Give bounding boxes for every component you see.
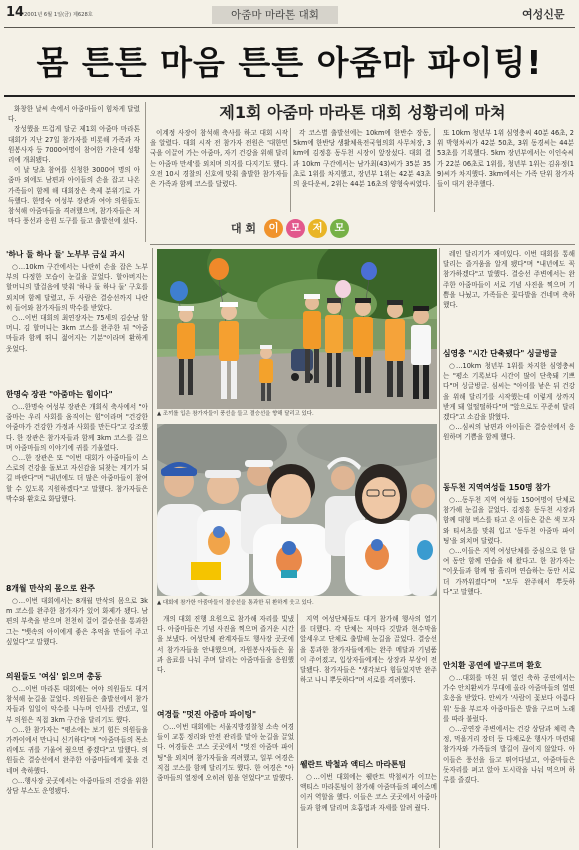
column-rule	[434, 128, 435, 212]
lead-column-text: 이계정 사장이 참석해 축사를 하고 대회 시작을 알렸다. 대회 시작 전 참가자 전원은 '대한민국을 이끌어 가는 아줌마, 자기 건강을 위해 달리는 아줌마 만세'를 외치며 의지를 다지기도 했다. 오전 10시 경찰의 신호에 맞춰 출발한 참가자들은 가족과 함께 코스를 달렸다.	[150, 129, 288, 189]
lead-column-c	[437, 128, 574, 212]
sidebar-heading: 의원들도 '여심' 읽으며 총동	[6, 672, 102, 681]
right-article	[443, 347, 575, 479]
runners-photo-image	[157, 249, 437, 409]
sidebar-paragraph: ○…한 참가자는 "평소에는 보기 힘든 의원들을 가까이에서 만나니 신기하다"며 "아줌마들의 목소리에도 귀를 기울여 줬으면 좋겠다"고 말했다. 의원들은 결승선에서 완주한 아줌마들에게 꽃을 건네며 축하했다.	[6, 725, 148, 775]
bottom-column-text	[157, 614, 294, 706]
sidebar-paragraph: ○…행사장 곳곳에서는 아줌마들의 건강을 위한 상담 부스도 운영됐다.	[6, 776, 148, 796]
sidebar-paragraph: ○…이번 마라톤 대회에는 여야 의원들도 대거 참석해 눈길을 끌었다. 의원들은 출발선에서 참가자들과 일일이 악수를 나누며 인사를 건넸고, 일부 의원은 직접 3km 구간을 달리기도 했다.	[6, 685, 148, 724]
section-title: 아줌마 마라톤 대회	[212, 6, 338, 24]
column-rule	[439, 248, 440, 848]
lead-column-a	[150, 128, 288, 212]
photo-caption: ▲ 대회에 참가한 아줌마들이 결승선을 통과한 뒤 환하게 웃고 있다.	[157, 600, 314, 606]
banner-circle: 모	[330, 219, 349, 238]
bottom-paragraph: 개의 대회 진행 요원으로 참가해 자리를 빛냈다. 아줌마들은 기념 사진을 찍으며 즐거운 시간을 보냈다. 여성단체 관계자들도 행사장 곳곳에서 참가자들을 안내했으며, 자원봉사자들은 물과 음료를 나눠 주며 달리는 아줌마들을 응원했다.	[157, 615, 294, 675]
right-paragraph: ○…동두천 지역 여성들 150여명이 단체로 참가해 눈길을 끌었다. 김정흥 동두천 시장과 함께 대형 버스를 타고 온 이들은 같은 색 모자와 티셔츠를 맞춰 입고 '동두천 아줌마 파이팅'을 외치며 달렸다.	[443, 496, 575, 545]
lead-intro	[8, 104, 140, 250]
participant-figure	[409, 484, 437, 596]
bottom-heading: 여경들 "멋진 아줌마 파이팅"	[157, 710, 257, 719]
issue-info: 2001년 6월 1일(금) 제628호	[24, 12, 93, 18]
sidebar-article	[6, 248, 148, 386]
sidebar-heading: 한명숙 장관 "아줌마는 힘이다"	[6, 390, 113, 399]
right-paragraph: ○…10km 청년부 1위를 차지한 심영충씨는 "평소 기록보다 시간이 많이 단축돼 기쁘다"며 싱글벙글. 심씨는 "아이를 낳은 뒤 건강을 위해 달리기를 시작했는데 이렇게 상까지 받게 돼 얼떨떨하다"며 "앞으로도 꾸준히 달리겠다"고 소감을 밝혔다.	[443, 362, 575, 422]
sidebar-heading: '하나 둘 하나 둘' 노부부 금실 과시	[6, 250, 125, 259]
lead-intro-paragraph: 이 날 당초 참여를 신청한 3000여 명의 아줌마 외에도 남편과 아이들의 손을 잡고 나온 가족들이 함께 해 대회장은 축제 분위기로 가득했다. 한명숙 여성부 장관과 여야 의원들도 참석해 아줌마들을 격려했으며, 참가자들은 저마다 풍선과 응원 도구를 들고 출발선에 섰다.	[8, 166, 140, 226]
right-heading: 심영충 "시간 단축됐다" 싱글벙글	[443, 349, 558, 358]
right-paragraph: 레인 달리기가 재미있다. 이번 대회를 통해 달리는 즐거움을 알게 됐다"며 "내년에도 꼭 참가하겠다"고 말했다. 결승선 주변에서는 완주한 아줌마들이 서로 기념 사진을 찍으며 기쁨을 나눴고, 가족들은 꽃다발을 건네며 축하했다.	[443, 250, 575, 310]
subheadline: 제1회 아줌마 마라톤 대회 성황리에 마쳐	[219, 103, 506, 122]
bottom-paragraph: ○…이번 대회에는 웰란트 박철씨가 이끄는 액티스 마라톤팀이 참가해 아줌마들의 페이스메이커 역할을 했다. 이들은 코스 곳곳에서 아줌마들과 함께 달리며 호흡법과 자세를 알려 줬다.	[300, 773, 437, 812]
column-rule	[152, 248, 153, 848]
sidebar-paragraph: ○…이번 대회에서는 8개월 만삭의 몸으로 3km 코스를 완주한 참가자가 있어 화제가 됐다. 남편의 부축을 받으며 천천히 걸어 결승선을 통과한 그는 "뱃속의 아이에게 좋은 추억을 만들어 주고 싶었다"고 말했다.	[6, 597, 148, 646]
masthead-rule	[4, 27, 575, 28]
smiling-participants-photo	[157, 424, 437, 596]
newspaper-name: 여성신문	[522, 8, 565, 21]
right-heading: 안치환 공연에 발구르며 환호	[443, 661, 542, 670]
banner-rule	[150, 244, 575, 245]
bottom-article	[300, 758, 437, 848]
right-paragraph: ○…심씨의 남편과 아이들은 결승선에서 응원하며 기쁨을 함께 했다.	[443, 423, 575, 442]
sidebar-paragraph: ○…한 장관은 또 "이번 대회가 아줌마들이 스스로의 건강을 돌보고 자신감을 되찾는 계기가 되길 바란다"며 "내년에도 더 많은 아줌마들이 참여할 수 있도록 지원하겠다"고 말했다. 참가자들은 박수와 환호로 화답했다.	[6, 454, 148, 503]
bottom-column-text	[300, 614, 437, 756]
right-paragraph: ○…공연장 주변에서는 건강 상담과 체력 측정, 먹을거리 장터 등 다채로운 행사가 마련돼 참가자와 가족들의 발길이 끊이지 않았다. 아이들은 풍선을 들고 뛰어다녔고, 아줌마들은 돗자리를 펴고 앉아 도시락을 나눠 먹으며 하루를 즐겼다.	[443, 725, 575, 785]
column-rule	[297, 614, 298, 848]
sidebar-heading: 8개월 만삭의 몸으로 완주	[6, 584, 95, 593]
column-rule	[290, 128, 291, 212]
bottom-heading: 웰란트 박철과 액티스 마라톤팀	[300, 760, 407, 769]
right-heading: 동두천 지역여성들 150명 참가	[443, 483, 551, 492]
banner-circle: 이	[264, 219, 283, 238]
section-banner	[200, 215, 380, 241]
banner-prefix: 대 회	[230, 222, 257, 235]
main-headline: 몸 튼튼 마음 튼튼 아줌마 파이팅!	[36, 43, 543, 82]
right-article	[443, 481, 575, 657]
bottom-paragraph: ○…이번 대회에는 서울지방경찰청 소속 여경들이 교통 정리와 안전 관리를 맡아 눈길을 끌었다. 여경들은 코스 곳곳에서 "멋진 아줌마 파이팅"을 외치며 참가자들을 격려했고, 일부 여경은 직접 코스를 함께 달리기도 했다. 한 여경은 "아줌마들의 열정에 오히려 힘을 얻었다"고 말했다.	[157, 723, 294, 783]
participants-photo-image	[157, 424, 437, 596]
bottom-paragraph: 지역 여성단체들도 대거 참가해 행사의 열기를 더했다. 각 단체는 저마다 깃발과 현수막을 앞세우고 단체로 출발해 눈길을 끌었다. 결승선을 통과한 참가자들에게는 완주 메달과 기념품이 주어졌고, 입상자들에게는 상장과 부상이 전달됐다. 참가자들은 "생각보다 힘들었지만 완주하고 나니 뿌듯하다"며 서로를 격려했다.	[300, 615, 437, 685]
column-rule	[145, 102, 146, 242]
page-number: 14	[6, 5, 25, 20]
bottom-article	[157, 708, 294, 848]
right-paragraph: ○…이들은 지역 여성단체를 중심으로 한 달여 동안 함께 연습을 해 왔다고. 한 참가자는 "이웃들과 함께 땀 흘리며 연습하는 동안 서로 더 가까워졌다"며 "모두 완주해서 뿌듯하다"고 말했다.	[443, 547, 575, 596]
banner-circle: 모	[286, 219, 305, 238]
lead-column-b	[293, 128, 431, 212]
banner-circle: 저	[308, 219, 327, 238]
lead-column-text: 각 코스별 출발선에는 10km에 한반수 장동, 5km에 한반당 생활체육전국협의회 사무처장, 3km에 김정흥 동두천 시장이 앞장섰다. 대회 결과 10km 구간에서는 남가최(43)씨가 35분 35초로 1위를 차지했고, 장년부 1위는 42분 43초의 윤다운씨, 2위는 44분 16초의 양형숙씨였다.	[293, 129, 431, 189]
sidebar-article	[6, 582, 148, 668]
right-paragraph: ○…대회를 마친 뒤 열린 축하 공연에서는 가수 안치환씨가 무대에 올라 아줌마들의 열띤 호응을 받았다. 안씨가 '사람이 꽃보다 아름다워' 등을 부르자 아줌마들은 발을 구르며 노래를 따라 불렀다.	[443, 674, 575, 723]
lead-intro-paragraph: 장성했을 뜨겁게 달군 제1회 아줌마 마라톤 대회가 지난 27일 참가자를 비롯해 가족과 자원봉사자 등 7000여명이 참여한 가운데 성황리에 개최됐다.	[8, 125, 140, 165]
marathon-runners-photo	[157, 249, 437, 409]
sidebar-paragraph: ○…한명숙 여성부 장관은 개회식 축사에서 "아줌마는 우리 사회를 움직이는 힘"이라며 "건강한 아줌마가 건강한 가정과 사회를 만든다"고 강조했다. 한 장관은 참가자들과 함께 3km 코스를 걸으며 아줌마들의 이야기에 귀를 기울였다.	[6, 403, 148, 452]
photo-caption: ▲ 조끼를 입은 참가자들이 풍선을 들고 결승선을 향해 달리고 있다.	[157, 411, 314, 417]
right-article	[443, 659, 575, 848]
sidebar-article	[6, 388, 148, 580]
lead-column-text: 또 10km 청년부 1위 심영충씨 40분 46초, 2위 박형차씨가 42분 50초, 3위 동경씨는 44분 53초를 기록했다. 5km 장년부에서는 이인숙씨가 22분 06초로 1위를, 청년부 1위는 김유정(19)씨가 차지했다. 3km에서는 가족 단위 참가자들이 대거 완주했다.	[437, 129, 574, 189]
right-column-text	[443, 249, 575, 345]
headline-rule	[4, 95, 575, 97]
sidebar-paragraph: ○…10km 구간에서는 나란히 손을 잡은 노부부의 다정한 모습이 눈길을 끌었다. 할아버지는 할머니의 발걸음에 맞춰 '하나 둘 하나 둘' 구호를 외치며 함께 달렸고, 두 사람은 결승선까지 나란히 들어와 참가자들의 박수를 받았다.	[6, 263, 148, 312]
sidebar-article	[6, 670, 148, 846]
sidebar-paragraph: ○…이번 대회의 최연장자는 75세의 김순남 할머니. 김 할머니는 3km 코스를 완주한 뒤 "아줌마들과 함께 뛰니 젊어지는 기분"이라며 환하게 웃었다.	[6, 314, 148, 353]
lead-intro-paragraph: 화창한 날씨 속에서 아줌마들이 힘차게 달렸다.	[8, 105, 140, 124]
